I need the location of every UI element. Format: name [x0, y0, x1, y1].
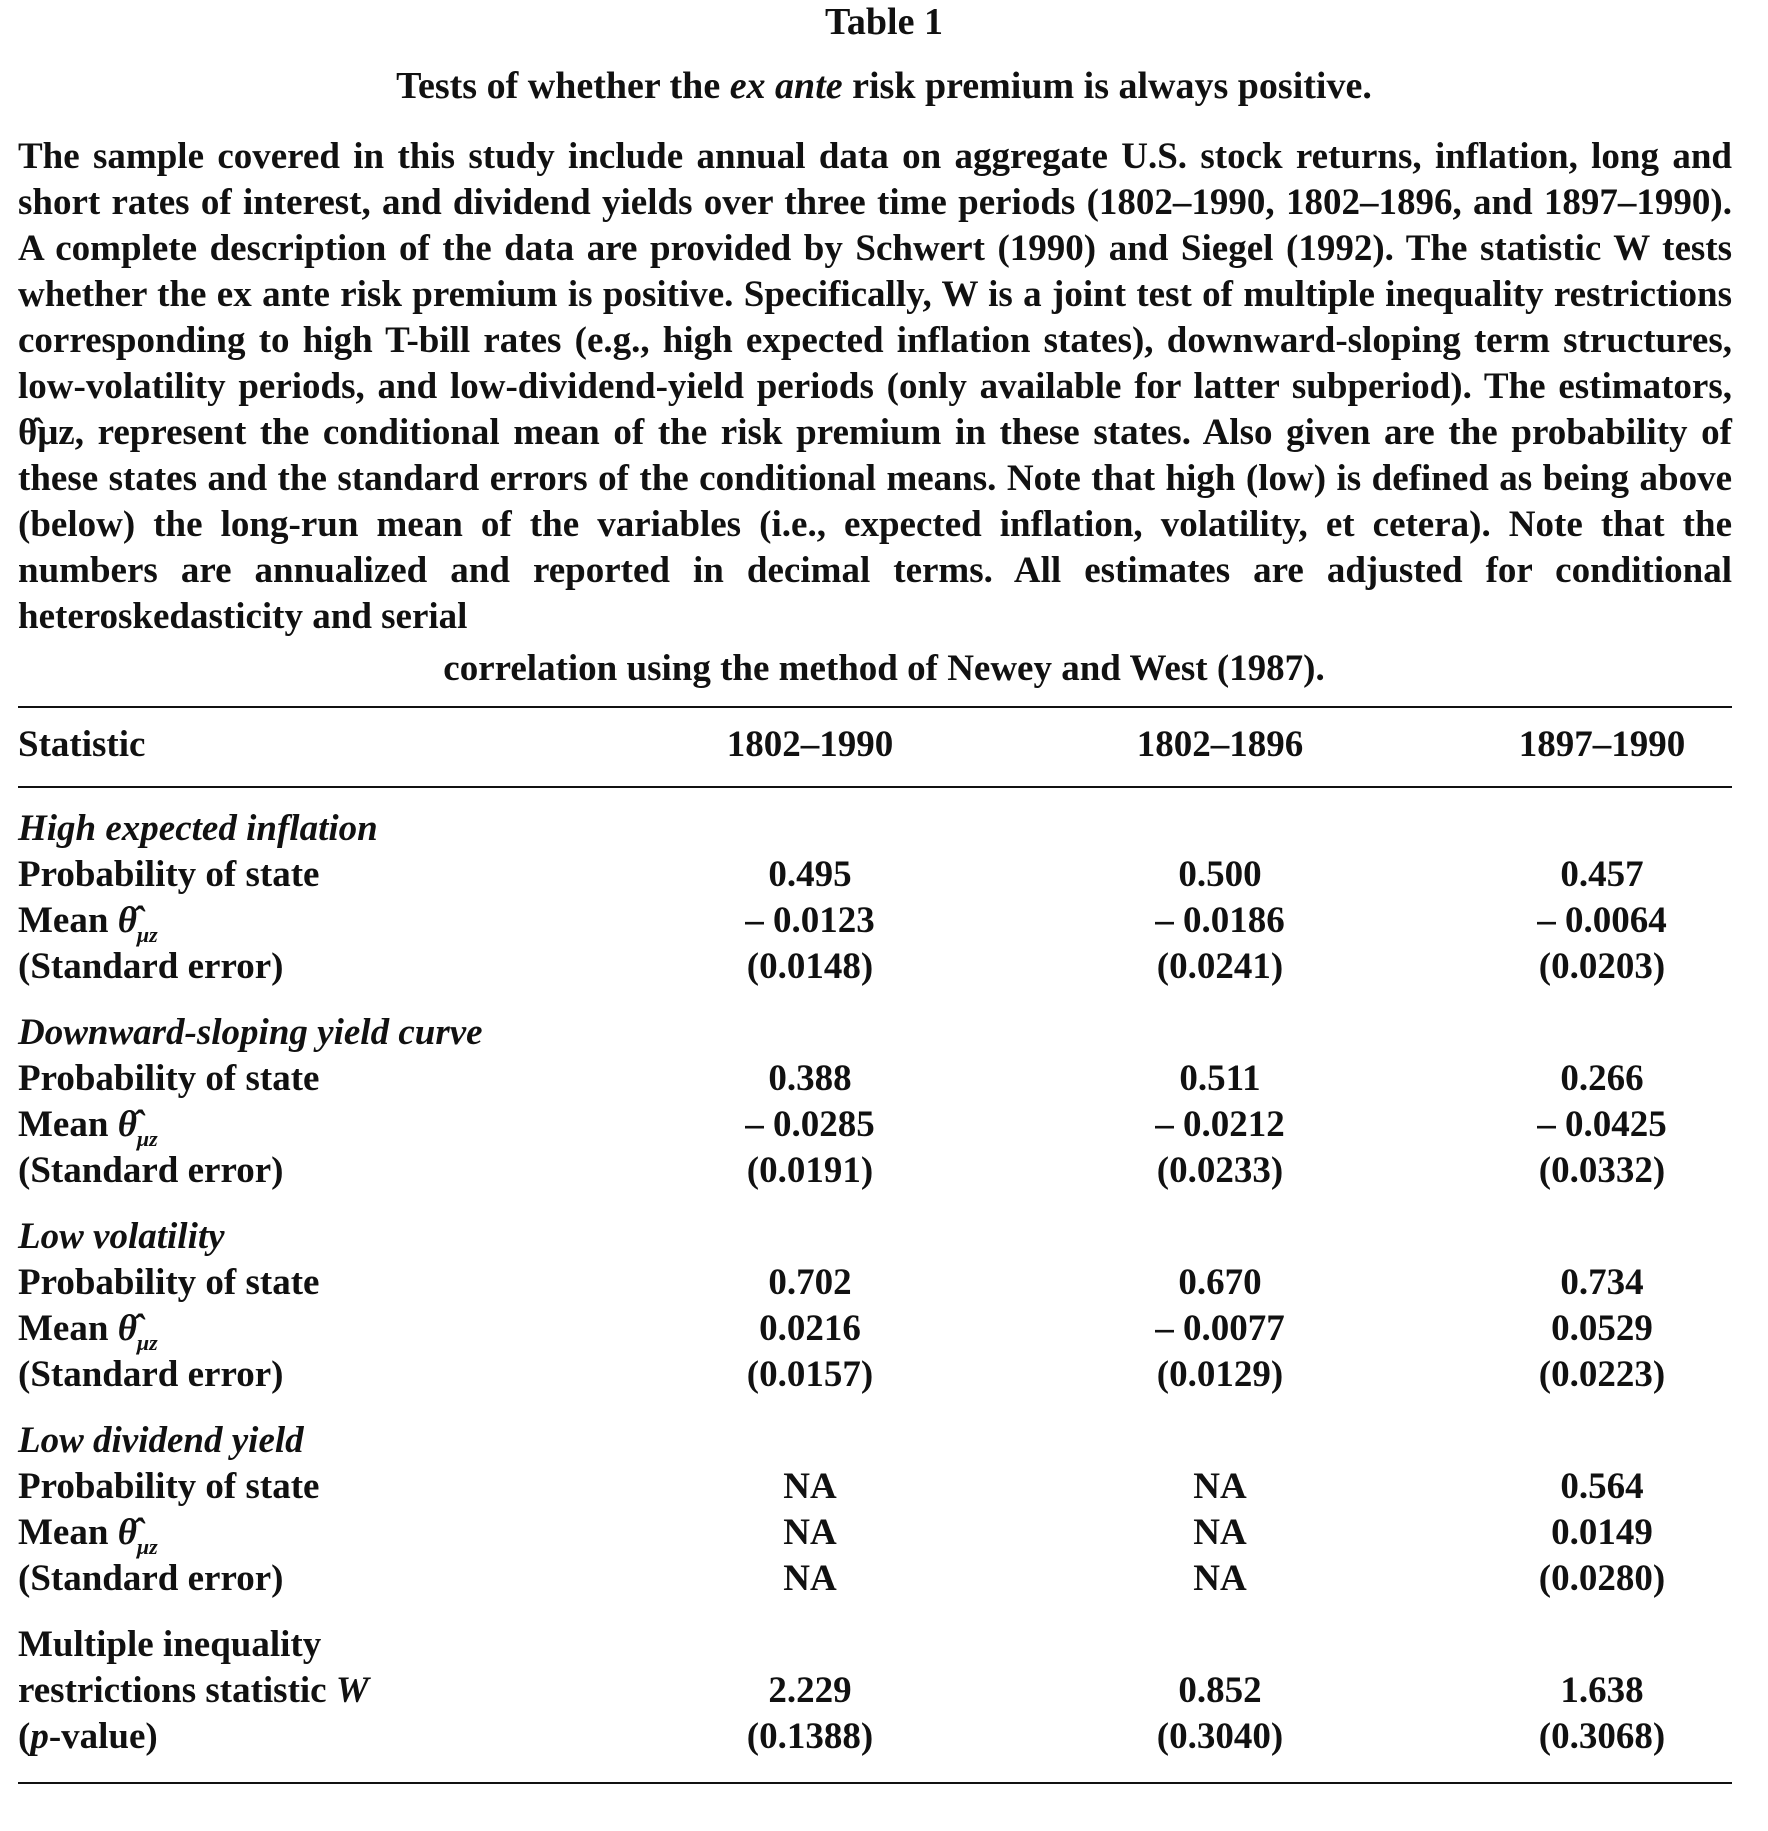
row-label-probability: Probability of state: [18, 1262, 320, 1303]
table-cell: 0.266: [1560, 1058, 1644, 1099]
row-label-std-error: (Standard error): [18, 946, 284, 987]
table-row: [18, 944, 1732, 990]
theta-symbol: θ̂: [117, 1512, 137, 1553]
table-cell: – 0.0077: [1155, 1308, 1285, 1349]
theta-subscript: μz: [136, 1330, 158, 1355]
table-cell: 2.229: [768, 1670, 852, 1711]
table-row: [18, 1056, 1732, 1102]
table-row: [18, 898, 1732, 947]
mean-prefix: Mean: [18, 1104, 118, 1145]
row-label-restrictions-statistic: [18, 1668, 369, 1714]
table-cell: – 0.0064: [1537, 900, 1667, 941]
table-cell: 0.457: [1560, 854, 1644, 895]
table-cell: NA: [783, 1466, 837, 1507]
table-caption-last-line: correlation using the method of Newey and West (1987).: [443, 648, 1325, 689]
table-cell: – 0.0212: [1155, 1104, 1285, 1145]
theta-subscript: μz: [136, 1534, 158, 1559]
table-cell: 0.734: [1560, 1262, 1644, 1303]
table-row: [18, 1306, 1732, 1355]
table-cell: NA: [1193, 1558, 1247, 1599]
mean-prefix: Mean: [18, 900, 118, 941]
table-cell: 0.0216: [759, 1308, 861, 1349]
table-cell: 0.0529: [1551, 1308, 1653, 1349]
table-cell: (0.0129): [1156, 1354, 1284, 1395]
table-row: [18, 1102, 1732, 1151]
table-cell: 0.852: [1178, 1670, 1262, 1711]
table-cell: (0.0233): [1156, 1150, 1284, 1191]
table-caption: The sample covered in this study include annual data on aggregate U.S. stock returns, inflation, long and short rates of interest, and dividend yields over three time periods (1802–1990, 1802–1896, and 1897–1990). A complete description of the data are provided by Schwert (1990) and Siegel (1992). The statistic W tests whether the ex ante risk premium is positive. Specifically, W is a joint test of multiple inequality restrictions corresponding to high T-bill rates (e.g., high expected inflation states), downward-sloping term structures, low-volatility periods, and low-dividend-yield periods (only available for latter subperiod). The estimators, θ̂μz, represent the conditional mean of the risk premium in these states. Also given are the probability of these states and the standard errors of the conditional means. Note that high (low) is defined as being above (below) the long-run mean of the variables (i.e., expected inflation, volatility, et cetera). Note that the numbers are annualized and reported in decimal terms. All estimates are adjusted for conditional heteroskedasticity and serial: [18, 136, 1732, 637]
section-heading: [18, 1214, 1732, 1260]
p-value-rest: -value): [48, 1716, 158, 1757]
section-label: Low dividend yield: [18, 1420, 304, 1461]
bottom-rule: [18, 1782, 1732, 1784]
section-heading: [18, 1418, 1732, 1464]
p-value-open: (: [18, 1716, 31, 1757]
table-row: [18, 1622, 1732, 1668]
row-label-probability: Probability of state: [18, 854, 320, 895]
table-cell: NA: [783, 1512, 837, 1553]
header-rule: [18, 786, 1732, 788]
table-row: [18, 1464, 1732, 1510]
table-cell: (0.0223): [1538, 1354, 1666, 1395]
table-title: Table 1: [825, 1, 943, 43]
table-cell: 0.702: [768, 1262, 852, 1303]
row-label-multiple-inequality: Multiple inequality: [18, 1624, 322, 1665]
table-cell: NA: [1193, 1512, 1247, 1553]
theta-symbol: θ̂: [117, 1308, 137, 1349]
subtitle-text-before: Tests of whether the: [396, 65, 730, 107]
w-symbol: W: [335, 1670, 369, 1711]
table-cell: (0.0203): [1538, 946, 1666, 987]
table-cell: (0.3068): [1538, 1716, 1666, 1757]
table-row: [18, 1668, 1732, 1714]
table-cell: NA: [783, 1558, 837, 1599]
theta-symbol: θ̂: [117, 900, 137, 941]
header-col-1802-1990: 1802–1990: [726, 724, 894, 765]
table-cell: (0.3040): [1156, 1716, 1284, 1757]
header-statistic: Statistic: [18, 724, 146, 765]
table-row: [18, 1260, 1732, 1306]
table-cell: 0.495: [768, 854, 852, 895]
row-label-std-error: (Standard error): [18, 1150, 284, 1191]
top-rule: [18, 706, 1732, 708]
table-cell: (0.0332): [1538, 1150, 1666, 1191]
row-label-p-value: [18, 1714, 158, 1760]
row-label-probability: Probability of state: [18, 1058, 320, 1099]
header-col-1802-1896: 1802–1896: [1136, 724, 1304, 765]
row-label-probability: Probability of state: [18, 1466, 320, 1507]
theta-subscript: μz: [136, 922, 158, 947]
table-cell: 1.638: [1560, 1670, 1644, 1711]
theta-subscript: μz: [136, 1126, 158, 1151]
header-col-1897-1990: 1897–1990: [1518, 724, 1686, 765]
header-row: [18, 722, 1732, 768]
table-cell: – 0.0123: [745, 900, 875, 941]
table-cell: (0.0191): [746, 1150, 874, 1191]
table-cell: (0.0148): [746, 946, 874, 987]
table-cell: 0.511: [1179, 1058, 1261, 1099]
p-symbol: p: [30, 1716, 49, 1757]
table-cell: 0.670: [1178, 1262, 1262, 1303]
table-row: [18, 1510, 1732, 1559]
table-cell: – 0.0425: [1537, 1104, 1667, 1145]
section-heading: [18, 1010, 1732, 1056]
row-label-std-error: (Standard error): [18, 1558, 284, 1599]
mean-prefix: Mean: [18, 1512, 118, 1553]
table-cell: 0.500: [1178, 854, 1262, 895]
table-cell: (0.0157): [746, 1354, 874, 1395]
table-cell: (0.1388): [746, 1716, 874, 1757]
table-subtitle: [0, 64, 1768, 108]
table-cell: NA: [1193, 1466, 1247, 1507]
theta-symbol: θ̂: [117, 1104, 137, 1145]
restrictions-text: restrictions statistic: [18, 1670, 336, 1711]
table-row: [18, 1556, 1732, 1602]
table-cell: – 0.0186: [1155, 900, 1285, 941]
subtitle-text-italic: ex ante: [729, 65, 843, 107]
section-label: Low volatility: [18, 1216, 225, 1257]
row-label-std-error: (Standard error): [18, 1354, 284, 1395]
section-heading: [18, 806, 1732, 852]
table-row: [18, 1714, 1732, 1760]
table-cell: – 0.0285: [745, 1104, 875, 1145]
section-label: Downward-sloping yield curve: [18, 1012, 483, 1053]
mean-prefix: Mean: [18, 1308, 118, 1349]
table-cell: (0.0280): [1538, 1558, 1666, 1599]
table-cell: 0.388: [768, 1058, 852, 1099]
table-cell: 0.0149: [1551, 1512, 1653, 1553]
table-cell: (0.0241): [1156, 946, 1284, 987]
section-label: High expected inflation: [18, 808, 378, 849]
table-row: [18, 1352, 1732, 1398]
table-row: [18, 852, 1732, 898]
table-cell: 0.564: [1560, 1466, 1644, 1507]
table-row: [18, 1148, 1732, 1194]
subtitle-text-after: risk premium is always positive.: [842, 65, 1372, 107]
